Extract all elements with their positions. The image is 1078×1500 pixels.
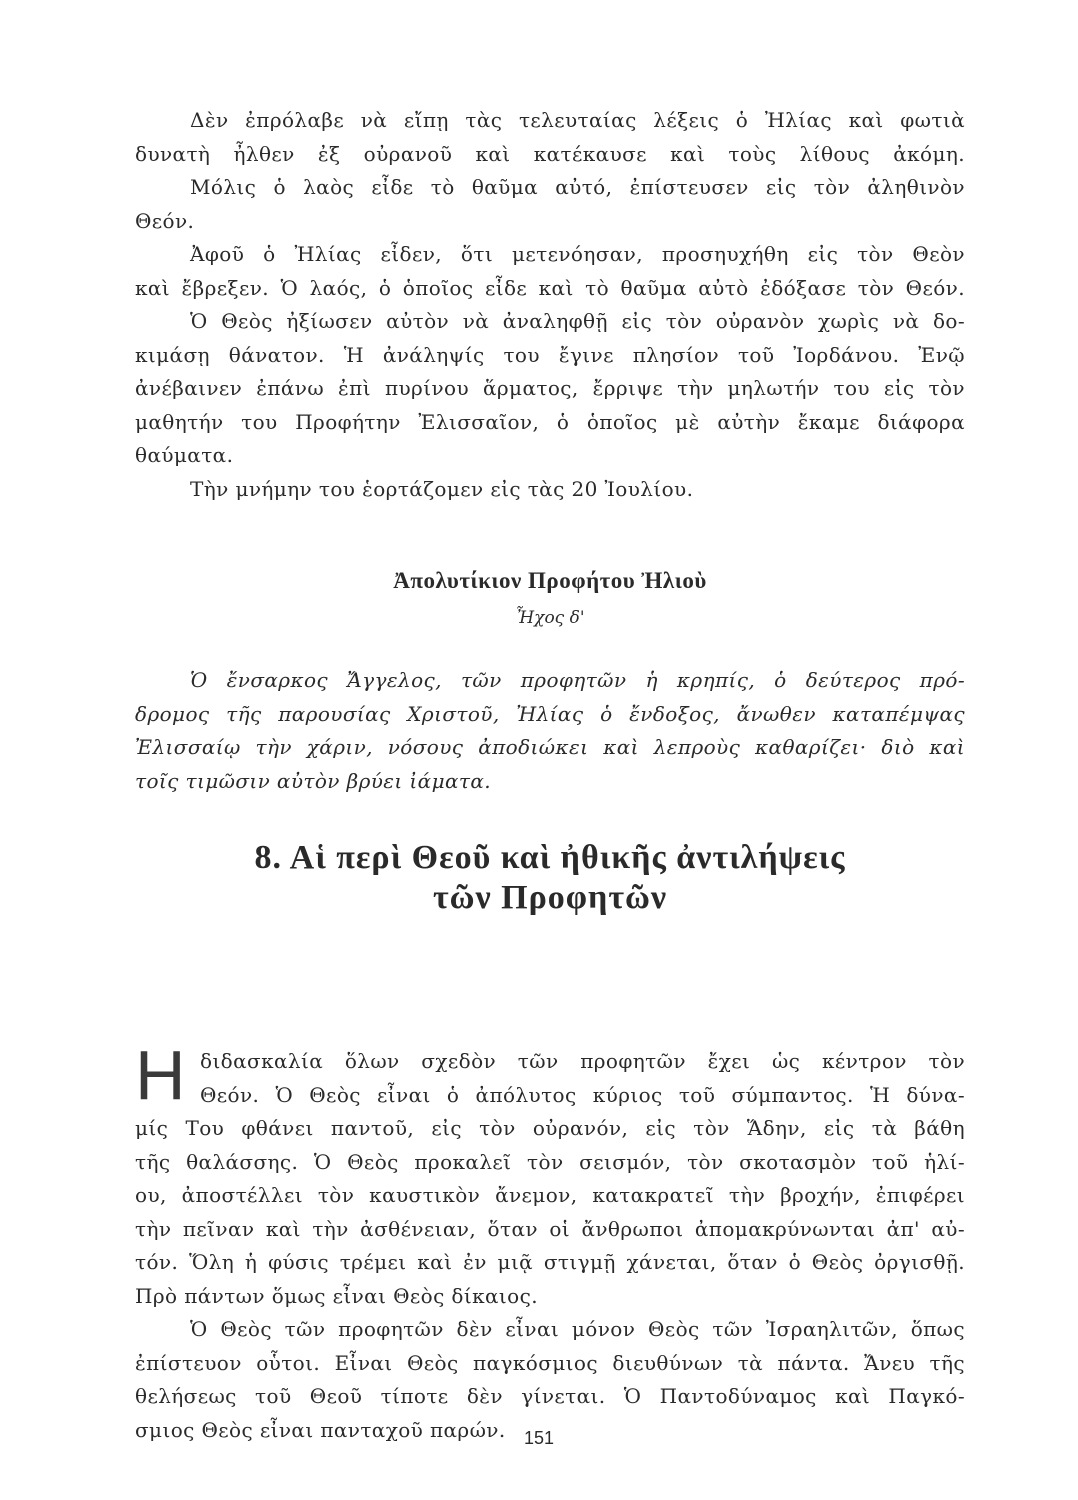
text-line: σμιος Θεὸς εἶναι πανταχοῦ παρών.	[135, 1417, 506, 1442]
text-line: δυνατὴ ἦλθεν ἐξ οὐρανοῦ καὶ κατέκαυσε καὶ τοὺς λίθους ἀκόμη.	[135, 141, 965, 166]
text-line: θελήσεως τοῦ Θεοῦ τίποτε δὲν γίνεται. Ὁ Παντοδύναμος καὶ Παγκό-	[135, 1384, 965, 1408]
text-line: Ὁ Θεὸς ἠξίωσεν αὐτὸν νὰ ἀναληφθῇ εἰς τὸν οὐρανὸν χωρὶς νὰ δο-	[190, 309, 965, 333]
text-line: Ὁ Θεὸς τῶν προφητῶν δὲν εἶναι μόνον Θεὸς τῶν Ἰσραηλιτῶν, ὅπως	[190, 1317, 965, 1341]
text-line: τὴν πεῖναν καὶ τὴν ἀσθένειαν, ὅταν οἱ ἄνθρωποι ἀπομακρύνωνται ἀπ' αὐ-	[135, 1216, 965, 1241]
text-line: τόν. Ὅλη ἡ φύσις τρέμει καὶ ἐν μιᾷ στιγμῇ χάνεται, ὅταν ὁ Θεὸς ὀργισθῇ.	[135, 1250, 965, 1274]
hymn-title: Ἀπολυτίκιον Προφήτου Ἠλιοὺ	[393, 568, 707, 593]
hymn-tone: Ἦχος δ'	[515, 608, 585, 628]
body-text	[135, 1112, 965, 1447]
text-line: Τὴν μνήμην του ἑορτάζομεν εἰς τὰς 20 Ἰουλίου.	[190, 476, 694, 501]
narrative-text	[135, 104, 965, 506]
text-line: Δὲν ἐπρόλαβε νὰ εἴπῃ τὰς τελευταίας λέξεις ὁ Ἠλίας καὶ φωτιὰ	[190, 108, 965, 132]
text-line: καὶ ἔβρεξεν. Ὁ λαός, ὁ ὁποῖος εἶδε καὶ τὸ θαῦμα αὐτὸ ἐδόξασε τὸν Θεόν.	[135, 275, 965, 300]
text-line: Θεόν. Ὁ Θεὸς εἶναι ὁ ἀπόλυτος κύριος τοῦ σύμπαντος. Ἡ δύνα-	[200, 1082, 965, 1107]
hymn-line: Ἐλισσαίῳ τὴν χάριν, νόσους ἀποδιώκει καὶ λεπροὺς καθαρίζει· διὸ καὶ	[135, 735, 965, 759]
text-line: μαθητήν του Προφήτην Ἐλισσαῖον, ὁ ὁποῖος μὲ αὐτὴν ἔκαμε διάφορα	[135, 409, 965, 434]
chapter-heading	[135, 838, 965, 918]
text-line: Πρὸ πάντων ὅμως εἶναι Θεὸς δίκαιος.	[135, 1283, 538, 1308]
text-line: ου, ἀποστέλλει τὸν καυστικὸν ἄνεμον, κατακρατεῖ τὴν βροχήν, ἐπιφέρει	[135, 1183, 965, 1207]
text-line: διδασκαλία ὅλων σχεδὸν τῶν προφητῶν ἔχει ὡς κέντρον τὸν	[200, 1049, 965, 1073]
hymn-line: Ὁ ἔνσαρκος Ἄγγελος, τῶν προφητῶν ἡ κρηπίς, ὁ δεύτερος πρό-	[190, 668, 965, 692]
hymn-text	[135, 664, 965, 798]
chapter-title-line: τῶν Προφητῶν	[432, 879, 668, 916]
text-line: Θεόν.	[135, 208, 195, 233]
text-line: μίς Του φθάνει παντοῦ, εἰς τὸν οὐρανόν, εἰς τὸν Ἅδην, εἰς τὰ βάθη	[135, 1116, 965, 1140]
text-line: κιμάσῃ θάνατον. Ἡ ἀνάληψίς του ἔγινε πλησίον τοῦ Ἰορδάνου. Ἐνῷ	[135, 342, 965, 367]
text-line: Μόλις ὁ λαὸς εἶδε τὸ θαῦμα αὐτό, ἐπίστευσεν εἰς τὸν ἀληθινὸν	[190, 175, 965, 199]
text-line: ἀνέβαινεν ἐπάνω ἐπὶ πυρίνου ἅρματος, ἔρριψε τὴν μηλωτήν του εἰς τὸν	[135, 376, 965, 400]
page-number: 151	[523, 1428, 555, 1448]
text-line: Ἀφοῦ ὁ Ἠλίας εἶδεν, ὅτι μετενόησαν, προσηυχήθη εἰς τὸν Θεὸν	[190, 242, 965, 266]
text-line: θαύματα.	[135, 443, 234, 467]
hymn-line: δρομος τῆς παρουσίας Χριστοῦ, Ἠλίας ὁ ἔνδοξος, ἄνωθεν καταπέμψας	[135, 701, 965, 726]
body-text-dropcap-lines	[200, 1045, 965, 1112]
drop-cap: Η	[135, 1036, 186, 1114]
chapter-title-line: 8. Αἱ περὶ Θεοῦ καὶ ἠθικῆς ἀντιλήψεις	[254, 839, 846, 876]
hymn-line: τοῖς τιμῶσιν αὐτὸν βρύει ἰάματα.	[135, 768, 492, 793]
text-line: ἐπίστευον οὗτοι. Εἶναι Θεὸς παγκόσμιος διευθύνων τὰ πάντα. Ἄνευ τῆς	[135, 1350, 965, 1375]
text-line: τῆς θαλάσσης. Ὁ Θεὸς προκαλεῖ τὸν σεισμόν, τὸν σκοτασμὸν τοῦ ἡλί-	[135, 1149, 965, 1174]
